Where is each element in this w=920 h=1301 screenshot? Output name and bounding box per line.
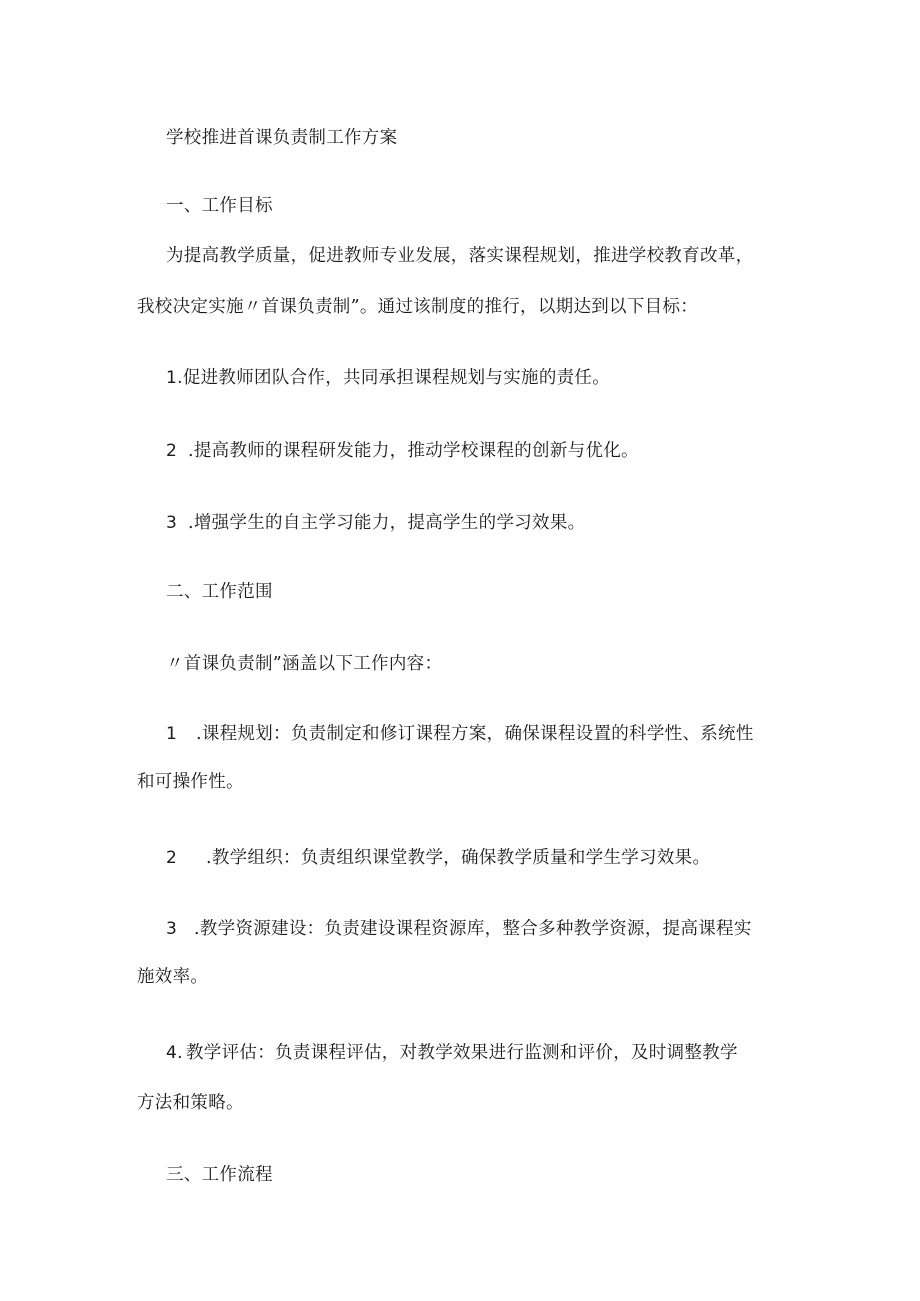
scope-number: 3 bbox=[166, 919, 178, 939]
section-2-intro: 〃首课负责制”涵盖以下工作内容： bbox=[166, 654, 443, 674]
scope-item-3 bbox=[166, 918, 752, 940]
goal-number: 3 bbox=[166, 513, 178, 533]
scope-number: 2 bbox=[166, 848, 178, 868]
section-1-intro-line-2: 我校决定实施〃首课负责制”。通过该制度的推行，以期达到以下目标： bbox=[137, 297, 699, 317]
scope-number: 4. bbox=[166, 1043, 183, 1063]
scope-item-3-continuation: 施效率。 bbox=[137, 967, 209, 987]
scope-item-1-continuation: 和可操作性。 bbox=[137, 772, 244, 792]
section-3-heading: 三、工作流程 bbox=[166, 1165, 273, 1185]
scope-text: 教学评估：负责课程评估，对教学效果进行监测和评价，及时调整教学 bbox=[186, 1043, 738, 1063]
goal-number: 1. bbox=[166, 368, 183, 388]
scope-text: .教学资源建设：负责建设课程资源库，整合多种教学资源，提高课程实 bbox=[194, 919, 752, 939]
goal-number: 2 bbox=[166, 441, 178, 461]
scope-item-4 bbox=[166, 1042, 738, 1064]
goal-item-1 bbox=[166, 367, 610, 389]
section-2-heading: 二、工作范围 bbox=[166, 582, 273, 602]
goal-text: .提高教师的课程研发能力，推动学校课程的创新与优化。 bbox=[188, 441, 639, 461]
goal-text: .增强学生的自主学习能力，提高学生的学习效果。 bbox=[188, 513, 586, 533]
scope-text: .课程规划：负责制定和修订课程方案，确保课程设置的科学性、系统性 bbox=[196, 724, 754, 744]
goal-text: 促进教师团队合作，共同承担课程规划与实施的责任。 bbox=[182, 368, 611, 388]
scope-item-4-continuation: 方法和策略。 bbox=[137, 1093, 244, 1113]
scope-text: .教学组织：负责组织课堂教学，确保教学质量和学生学习效果。 bbox=[206, 848, 711, 868]
scope-number: 1 bbox=[166, 724, 178, 744]
scope-item-2 bbox=[166, 847, 710, 869]
document-title: 学校推进首课负责制工作方案 bbox=[166, 128, 398, 148]
section-1-intro-line-1: 为提高教学质量，促进教师专业发展，落实课程规划，推进学校教育改革， bbox=[166, 246, 754, 266]
goal-item-2 bbox=[166, 440, 639, 462]
scope-item-1 bbox=[166, 723, 754, 745]
section-1-heading: 一、工作目标 bbox=[166, 196, 273, 216]
goal-item-3 bbox=[166, 512, 585, 534]
